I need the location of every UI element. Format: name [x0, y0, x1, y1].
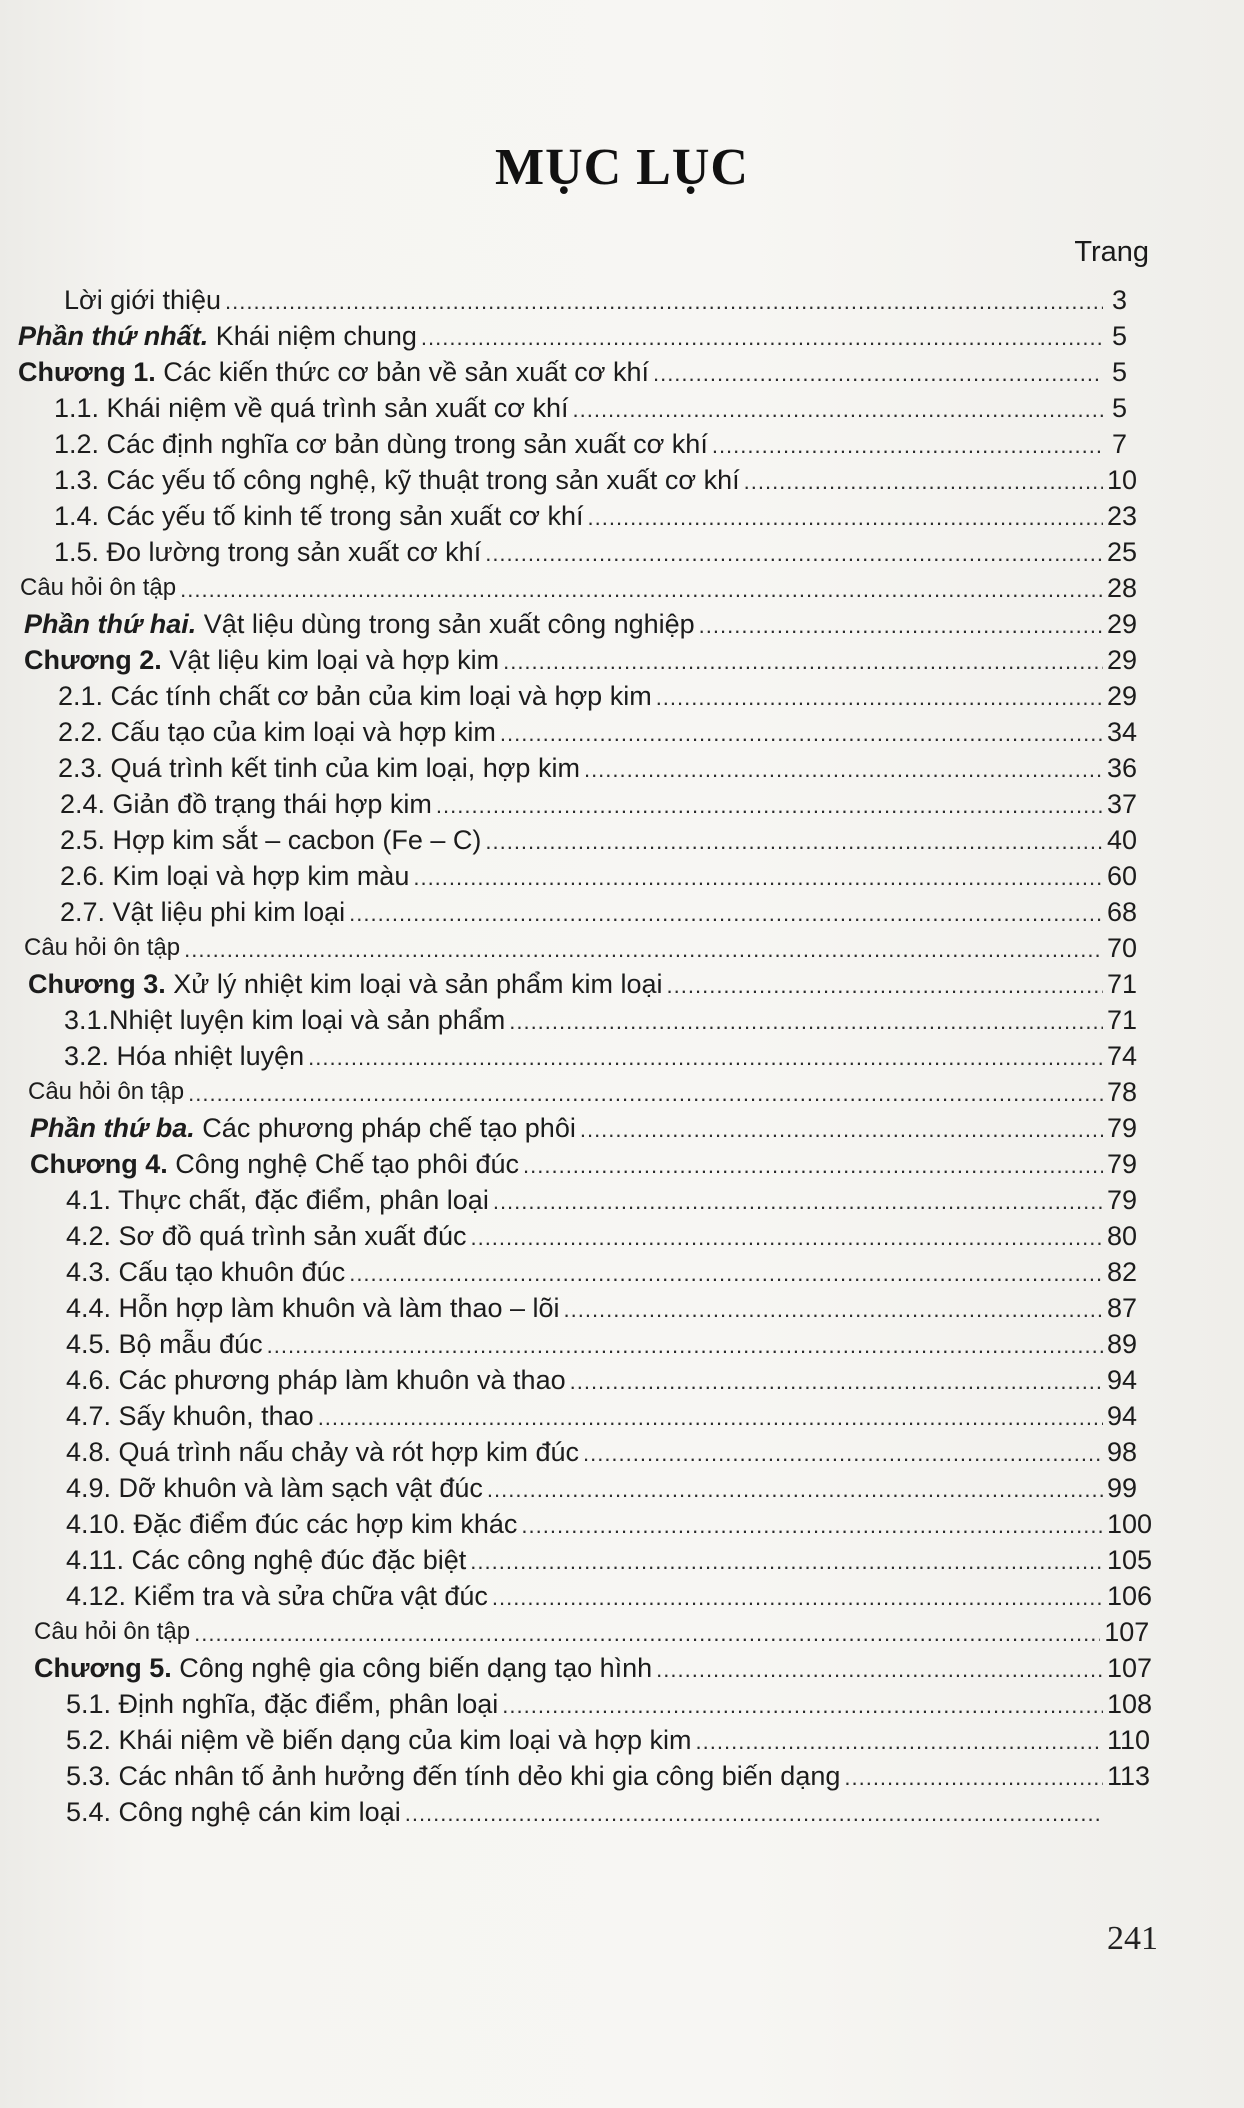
toc-entry-label — [66, 1400, 314, 1432]
toc-entry-page: 110 — [1107, 1725, 1151, 1755]
toc-entry — [66, 1216, 1138, 1252]
leader-dots — [194, 1620, 1100, 1648]
leader-dots — [588, 504, 1104, 532]
toc-entry-page: 10 — [1107, 465, 1138, 495]
leader-dots — [844, 1764, 1103, 1792]
toc-entry-text: 2.6. Kim loại và hợp kim màu — [60, 861, 410, 891]
toc-entry-text: 5.2. Khái niệm về biến dạng của kim loại và hợp kim — [66, 1725, 692, 1755]
toc-entry-page: 79 — [1107, 1185, 1138, 1215]
toc-entry-text: 1.2. Các định nghĩa cơ bản dùng trong sản xuất cơ khí — [54, 429, 708, 459]
toc-entry-prefix: Chương 5. — [34, 1653, 172, 1683]
leader-dots — [492, 1584, 1103, 1612]
toc-entry-page: 94 — [1107, 1365, 1138, 1395]
toc-entry-text: 4.8. Quá trình nấu chảy và rót hợp kim đúc — [66, 1437, 579, 1467]
toc-entry-label — [66, 1760, 840, 1792]
leader-dots — [696, 1728, 1103, 1756]
toc-entry — [66, 1792, 1127, 1828]
toc-entry — [66, 1540, 1153, 1576]
toc-entry-text: Các kiến thức cơ bản về sản xuất cơ khí — [155, 357, 649, 387]
toc-entry-label — [24, 932, 180, 964]
toc-entry — [54, 460, 1138, 496]
leader-dots — [349, 900, 1103, 928]
toc-entry-page: 60 — [1107, 861, 1138, 891]
leader-dots — [349, 1260, 1103, 1288]
toc-entry-label — [64, 284, 221, 316]
toc-entry-label — [66, 1544, 466, 1576]
toc-entry-page: 71 — [1107, 1005, 1138, 1035]
leader-dots — [580, 1116, 1103, 1144]
toc-entry-text: 4.9. Dỡ khuôn và làm sạch vật đúc — [66, 1473, 483, 1503]
toc-entry-text: Câu hỏi ôn tập — [20, 574, 177, 601]
toc-entry-label — [66, 1328, 263, 1360]
leader-dots — [653, 360, 1103, 388]
toc-entry-label — [66, 1184, 489, 1216]
leader-dots — [570, 1368, 1103, 1396]
toc-entry-page: 89 — [1107, 1329, 1138, 1359]
leader-dots — [413, 864, 1103, 892]
toc-entry-page: 100 — [1107, 1509, 1153, 1539]
toc-entry — [24, 604, 1138, 640]
leader-dots — [521, 1512, 1103, 1540]
toc-entry-text: 1.4. Các yếu tố kinh tế trong sản xuất cơ khí — [54, 501, 584, 531]
toc-entry — [24, 928, 1138, 964]
toc-entry-text: Khái niệm chung — [208, 321, 417, 351]
toc-entry-page: 68 — [1107, 897, 1138, 927]
toc-entry-page: 107 — [1104, 1617, 1150, 1647]
leader-dots — [470, 1224, 1103, 1252]
toc-entry-text: 1.5. Đo lường trong sản xuất cơ khí — [54, 537, 482, 567]
toc-entry — [66, 1360, 1138, 1396]
leader-dots — [485, 828, 1103, 856]
toc-entry-text: 2.5. Hợp kim sắt – cacbon (Fe – C) — [60, 825, 482, 855]
toc-entry — [28, 1072, 1138, 1108]
leader-dots — [500, 720, 1103, 748]
toc-entry-page: 74 — [1107, 1041, 1138, 1071]
toc-entry-text: 4.7. Sấy khuôn, thao — [66, 1401, 314, 1431]
toc-entry — [66, 1252, 1138, 1288]
toc-entry-page: 5 — [1111, 357, 1127, 387]
toc-entry-page: 40 — [1107, 825, 1138, 855]
toc-entry-text: 4.11. Các công nghệ đúc đặc biệt — [66, 1545, 467, 1575]
leader-dots — [487, 1476, 1103, 1504]
toc-entry-text: Công nghệ gia công biến dạng tạo hình — [171, 1653, 653, 1683]
toc-entry — [30, 1108, 1138, 1144]
leader-dots — [502, 1692, 1103, 1720]
toc-entry-prefix: Chương 3. — [28, 969, 166, 999]
toc-entry — [66, 1180, 1138, 1216]
toc-entry-page: 107 — [1107, 1653, 1153, 1683]
toc-entry — [60, 784, 1138, 820]
toc-entry — [60, 892, 1138, 928]
toc-entry-label — [34, 1616, 190, 1648]
toc-entry — [34, 1648, 1153, 1684]
toc-entry-label — [24, 608, 695, 640]
leader-dots — [184, 936, 1103, 964]
toc-entry-page: 37 — [1107, 789, 1138, 819]
toc-entry-label — [66, 1688, 498, 1720]
toc-entry-label — [66, 1436, 579, 1468]
leader-dots — [656, 684, 1103, 712]
toc-entry-label — [54, 464, 740, 496]
leader-dots — [485, 540, 1103, 568]
toc-entry-label — [64, 1004, 505, 1036]
toc-entry-text: 1.3. Các yếu tố công nghệ, kỹ thuật trong sản xuất cơ khí — [54, 465, 740, 495]
toc-entry-label — [18, 356, 649, 388]
leader-dots — [712, 432, 1103, 460]
leader-dots — [573, 396, 1104, 424]
toc-entry-text: 5.3. Các nhân tố ảnh hưởng đến tính dẻo khi gia công biến dạng — [66, 1761, 841, 1791]
toc-entry — [30, 1144, 1138, 1180]
toc-entry-text: 2.3. Quá trình kết tinh của kim loại, hợp kim — [58, 753, 580, 783]
toc-entry — [66, 1324, 1138, 1360]
toc-entry — [18, 316, 1127, 352]
toc-entry-page: 23 — [1107, 501, 1138, 531]
toc-entry-label — [66, 1508, 517, 1540]
toc-entry — [66, 1504, 1153, 1540]
toc-entry-page: 28 — [1107, 573, 1138, 603]
toc-entry-text: 4.3. Cấu tạo khuôn đúc — [66, 1257, 346, 1287]
leader-dots — [267, 1332, 1103, 1360]
toc-entry-text: 4.5. Bộ mẫu đúc — [66, 1329, 263, 1359]
toc-entry-text: 4.10. Đặc điểm đúc các hợp kim khác — [66, 1509, 518, 1539]
toc-entry-text: Công nghệ Chế tạo phôi đúc — [167, 1149, 520, 1179]
toc-entry — [66, 1432, 1138, 1468]
leader-dots — [405, 1800, 1103, 1828]
toc-entry-page: 5 — [1111, 393, 1127, 423]
toc-entry-text: 4.2. Sơ đồ quá trình sản xuất đúc — [66, 1221, 467, 1251]
toc-entry — [60, 820, 1138, 856]
toc-entry-label — [54, 392, 569, 424]
leader-dots — [699, 612, 1103, 640]
toc-entry-page: 25 — [1107, 537, 1138, 567]
toc-entry-prefix: Phần thứ nhất. — [18, 321, 209, 351]
toc-entry-label — [60, 824, 481, 856]
leader-dots — [509, 1008, 1103, 1036]
toc-entry — [58, 676, 1138, 712]
toc-entry-prefix: Chương 1. — [18, 357, 156, 387]
toc-entry — [66, 1756, 1151, 1792]
toc-entry-text: 3.1.Nhiệt luyện kim loại và sản phẩm — [64, 1005, 506, 1035]
leader-dots — [180, 576, 1103, 604]
leader-dots — [493, 1188, 1103, 1216]
toc-entry — [54, 496, 1138, 532]
toc-entry — [66, 1288, 1138, 1324]
leader-dots — [318, 1404, 1103, 1432]
toc-entry-label — [34, 1652, 652, 1684]
toc-entry-text: Câu hỏi ôn tập — [24, 934, 181, 961]
page-number: 241 — [1107, 1920, 1158, 1957]
leader-dots — [564, 1296, 1104, 1324]
toc-entry — [54, 388, 1127, 424]
page-column-header: Trang — [1074, 236, 1149, 268]
leader-dots — [656, 1656, 1103, 1684]
toc-entry-page: 29 — [1107, 681, 1138, 711]
toc-entry-page: 108 — [1107, 1689, 1153, 1719]
toc-entry-label — [54, 428, 708, 460]
toc-entry-text: 4.4. Hỗn hợp làm khuôn và làm thao – lõi — [66, 1293, 560, 1323]
toc-entry-label — [58, 716, 496, 748]
leader-dots — [188, 1080, 1103, 1108]
toc-entry-page: 113 — [1107, 1761, 1151, 1791]
toc-entry-page: 82 — [1107, 1257, 1138, 1287]
toc-entry-page: 78 — [1107, 1077, 1138, 1107]
toc-entry — [64, 280, 1127, 316]
leader-dots — [583, 1440, 1103, 1468]
toc-entry-label — [54, 500, 584, 532]
toc-entry-label — [66, 1472, 483, 1504]
toc-entry-page: 29 — [1107, 645, 1138, 675]
toc-entry — [64, 1000, 1138, 1036]
toc-entry-page: 79 — [1107, 1149, 1138, 1179]
toc-entry-text: 2.4. Giản đồ trạng thái hợp kim — [60, 789, 432, 819]
toc-entry-text: 4.6. Các phương pháp làm khuôn và thao — [66, 1365, 566, 1395]
toc-entry-text: 2.1. Các tính chất cơ bản của kim loại và hợp kim — [58, 681, 652, 711]
toc-entry-label — [28, 968, 663, 1000]
toc-entry-label — [66, 1580, 488, 1612]
toc-entry-text: Các phương pháp chế tạo phôi — [194, 1113, 576, 1143]
toc-entry — [58, 748, 1138, 784]
toc-entry-label — [18, 320, 417, 352]
toc-entry — [66, 1468, 1138, 1504]
toc-entry-label — [66, 1796, 401, 1828]
toc-entry-label — [66, 1292, 560, 1324]
toc-entry-page: 94 — [1107, 1401, 1138, 1431]
toc-entry — [58, 712, 1138, 748]
toc-entry-text: 1.1. Khái niệm về quá trình sản xuất cơ khí — [54, 393, 569, 423]
toc-entry-text: 2.2. Cấu tạo của kim loại và hợp kim — [58, 717, 496, 747]
toc-entry-prefix: Chương 2. — [24, 645, 162, 675]
leader-dots — [503, 648, 1103, 676]
toc-entry-text: 3.2. Hóa nhiệt luyện — [64, 1041, 305, 1071]
toc-entry-label — [66, 1256, 345, 1288]
toc-entry-text: 5.4. Công nghệ cán kim loại — [66, 1797, 401, 1827]
toc-entry — [54, 532, 1138, 568]
toc-entry-page: 36 — [1107, 753, 1138, 783]
toc-entry-label — [30, 1148, 519, 1180]
leader-dots — [523, 1152, 1103, 1180]
toc-entry-label — [24, 644, 499, 676]
toc-entry — [34, 1612, 1150, 1648]
toc-entry-text: 4.12. Kiểm tra và sửa chữa vật đúc — [66, 1581, 488, 1611]
toc-entry-label — [66, 1364, 566, 1396]
toc-entry-page: 99 — [1107, 1473, 1138, 1503]
toc-entry-page: 3 — [1111, 285, 1127, 315]
leader-dots — [667, 972, 1103, 1000]
leader-dots — [470, 1548, 1103, 1576]
leader-dots — [436, 792, 1103, 820]
toc-entry-label — [20, 572, 176, 604]
toc-entry-page: 71 — [1107, 969, 1138, 999]
toc-entry-page: 7 — [1111, 429, 1127, 459]
toc-entry-prefix: Chương 4. — [30, 1149, 168, 1179]
toc-entry-label — [58, 752, 580, 784]
toc-entry-label — [54, 536, 481, 568]
toc-entry-label — [28, 1076, 184, 1108]
toc-entry-text: Câu hỏi ôn tập — [28, 1078, 185, 1105]
toc-entry-label — [60, 788, 432, 820]
toc-entry — [18, 352, 1127, 388]
toc-entry-label — [58, 680, 652, 712]
toc-entry-page: 87 — [1107, 1293, 1138, 1323]
toc-entry — [60, 856, 1138, 892]
toc-entry-label — [66, 1220, 466, 1252]
toc-entry-prefix: Phần thứ hai. — [24, 609, 197, 639]
toc-entry-label — [60, 896, 345, 928]
toc-entry — [66, 1576, 1153, 1612]
page-title: MỤC LỤC — [495, 139, 749, 196]
toc-entry — [64, 1036, 1138, 1072]
toc-entry-text: 4.1. Thực chất, đặc điểm, phân loại — [66, 1185, 489, 1215]
leader-dots — [421, 324, 1103, 352]
toc-entry-text: 2.7. Vật liệu phi kim loại — [60, 897, 346, 927]
toc-entry-page: 29 — [1107, 609, 1138, 639]
toc-entry-label — [60, 860, 409, 892]
toc-entry — [24, 640, 1138, 676]
toc-entry — [28, 964, 1138, 1000]
toc-entry — [66, 1396, 1138, 1432]
toc-entry-label — [30, 1112, 576, 1144]
leader-dots — [225, 288, 1103, 316]
toc-entry-text: 5.1. Định nghĩa, đặc điểm, phân loại — [66, 1689, 499, 1719]
toc-entry — [54, 424, 1127, 460]
toc-entry — [66, 1720, 1151, 1756]
toc-entry-page: 70 — [1107, 933, 1138, 963]
toc-entry-page: 5 — [1111, 321, 1127, 351]
toc-entry-label — [64, 1040, 304, 1072]
toc-entry-page: 34 — [1107, 717, 1138, 747]
toc-entry-page: 80 — [1107, 1221, 1138, 1251]
toc-entry-text: Vật liệu kim loại và hợp kim — [161, 645, 500, 675]
leader-dots — [308, 1044, 1103, 1072]
toc-entry-prefix: Phần thứ ba. — [30, 1113, 195, 1143]
leader-dots — [584, 756, 1103, 784]
toc-entry-text: Lời giới thiệu — [64, 285, 221, 315]
toc-entry-page: 98 — [1107, 1437, 1138, 1467]
toc-entry-text: Xử lý nhiệt kim loại và sản phẩm kim loại — [165, 969, 663, 999]
toc-entry-text: Câu hỏi ôn tập — [34, 1618, 191, 1645]
toc-entry-page: 106 — [1107, 1581, 1153, 1611]
toc-entry-label — [66, 1724, 692, 1756]
leader-dots — [744, 468, 1103, 496]
toc-entry-page: 79 — [1107, 1113, 1138, 1143]
toc-entry-page: 105 — [1107, 1545, 1153, 1575]
toc-entry — [66, 1684, 1153, 1720]
toc-entry-text: Vật liệu dùng trong sản xuất công nghiệp — [196, 609, 695, 639]
toc-entry — [20, 568, 1138, 604]
